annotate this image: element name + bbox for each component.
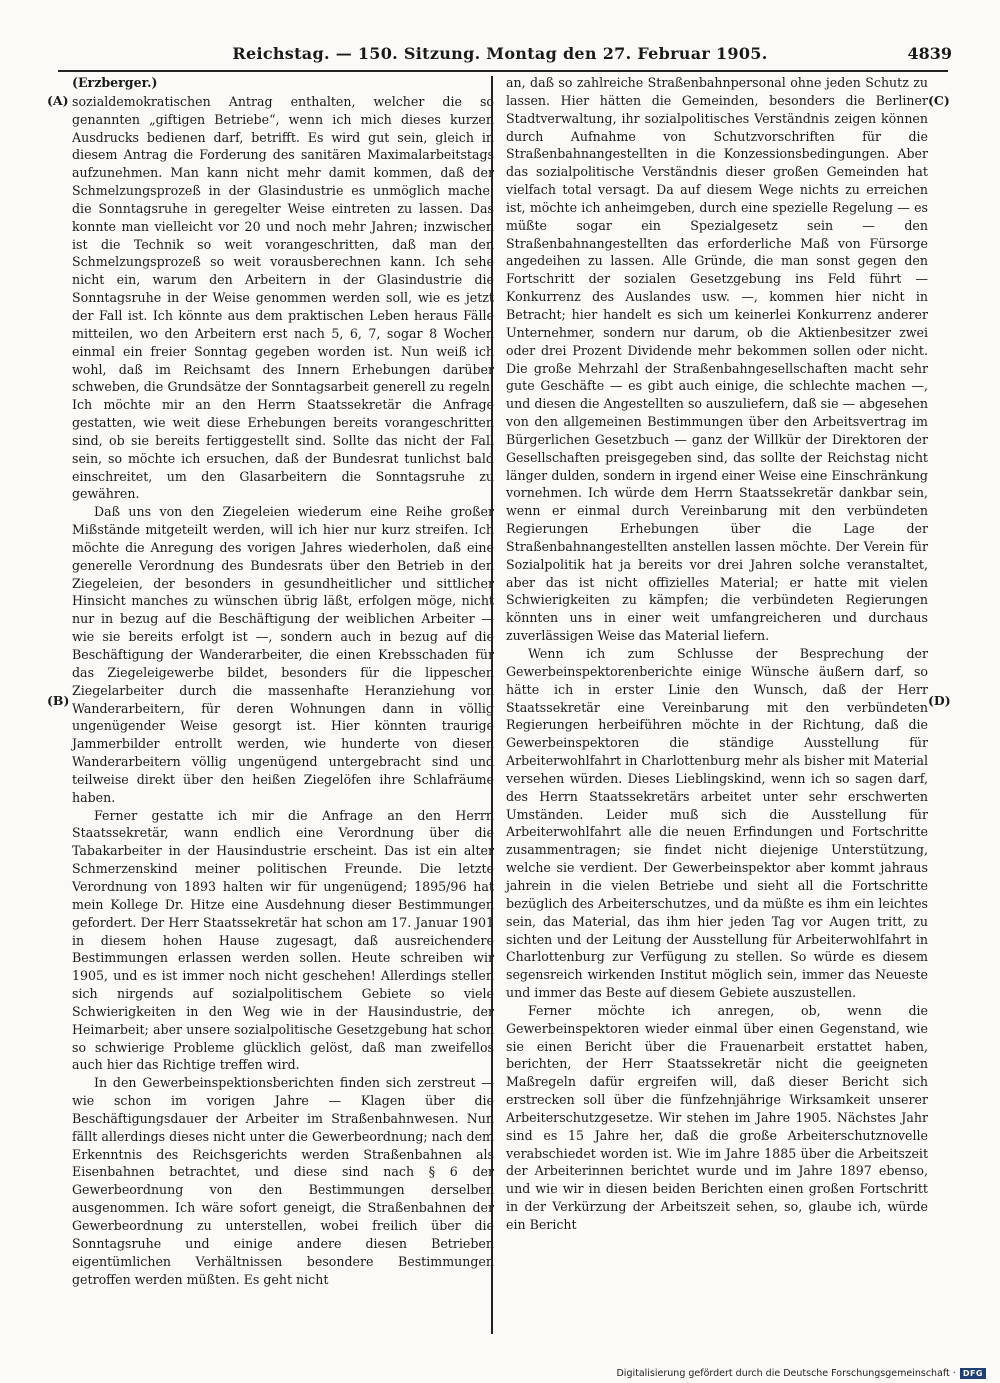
footer-credit (616, 1368, 986, 1379)
dfg-logo: DFG (960, 1368, 986, 1379)
paragraph: sozialdemokratischen Antrag enthalten, welcher die so genannten „giftigen Betriebe“, wenn ich mich dieses kurzen Ausdrucks bedienen darf, betrifft. Es wird gut sein, gleich in diesem Antrag die Forderung des sanitären Maximalarbeitstags aufzunehmen. Man kann nicht mehr damit kommen, daß der Schmelzungsprozeß in der Glasindustrie es unmöglich mache, die Sonntagsruhe in geregelter Weise eintreten zu lassen. Das konnte man vielleicht vor 20 und noch mehr Jahren; inzwischen ist die Technik so weit vorangeschritten, daß man den Schmelzungsprozeß so weit vorausberechnen kann. Ich sehe nicht ein, warum den Arbeitern in der Glasindustrie die Sonntagsruhe in der Weise genommen werden soll, wie es jetzt der Fall ist. Ich könnte aus dem praktischen Leben heraus Fälle mitteilen, wo den Arbeitern erst nach 5, 6, 7, sogar 8 Wochen einmal ein freier Sonntag gegeben worden ist. Nun weiß ich wohl, daß im Reichsamt des Innern Erhebungen darüber schweben, die Grundsätze der Sonntagsarbeit generell zu regeln. Ich möchte mir an den Herrn Staatssekretär die Anfrage gestatten, wie weit diese Erhebungen bereits vorangeschritten sind, ob sie bereits fertiggestellt sind. Sollte das nicht der Fall sein, so möchte ich ersuchen, daß der Bundesrat tunlichst bald einschreitet, um den Glasarbeitern die Sonntagsruhe zu gewähren. (72, 93, 494, 502)
page-number: 4839 (907, 44, 952, 63)
margin-marker-d: (D) (928, 693, 951, 708)
paragraph: Ferner gestatte ich mir die Anfrage an den Herrn Staatssekretär, wann endlich eine Verordnung über die Tabakarbeiter in der Hausindustrie erscheint. Das ist ein alter Schmerzenskind meiner politischen Freunde. Die letzte Verordnung von 1893 halten wir für ungenügend; 1895/96 hat mein Kollege Dr. Hitze eine Ausdehnung dieser Bestimmungen gefordert. Der Herr Staatssekretär hat schon am 17. Januar 1901 in diesem hohen Hause zugesagt, daß ausreichendere Bestimmungen erlassen werden sollen. Heute schreiben wir 1905, und es ist immer noch nicht geschehen! Allerdings stellen sich nirgends auf sozialpolitischem Gebiete so viele Schwierigkeiten in den Weg wie in der Hausindustrie, der Heimarbeit; aber unsere sozialpolitische Gesetzgebung hat schon so schwierige Probleme glücklich gelöst, daß man zweifellos auch hier das Richtige treffen wird. (72, 807, 494, 1073)
margin-marker-b: (B) (47, 693, 70, 708)
margin-marker-a: (A) (47, 93, 69, 108)
running-title: Reichstag. — 150. Sitzung. Montag den 27. Februar 1905. (232, 44, 768, 63)
paragraph: In den Gewerbeinspektionsberichten finden sich zerstreut — wie schon im vorigen Jahre — Klagen über die Beschäftigungsdauer der Arbeiter im Straßenbahnwesen. Nun fällt allerdings dieses nicht unter die Gewerbeordnung; nach dem Erkenntnis des Reichsgerichts werden Straßenbahnen als Eisenbahnen betrachtet, und diese sind nach § 6 der Gewerbeordnung von den Bestimmungen derselben ausgenommen. Ich wäre sofort geneigt, die Straßenbahnen der Gewerbeordnung zu unterstellen, wobei freilich über die Sonntagsruhe und einige andere diesen Betrieben eigentümlichen Verhältnissen besondere Bestimmungen getroffen werden müßten. Es geht nicht (72, 1075, 494, 1287)
column-divider (491, 76, 493, 1334)
footer-text: Digitalisierung gefördert durch die Deutsche Forschungsgemeinschaft · (616, 1368, 956, 1379)
left-column (72, 74, 494, 1288)
running-header (48, 44, 952, 68)
paragraph: Wenn ich zum Schlusse der Besprechung der Gewerbeinspektorenberichte einige Wünsche äußern darf, so hätte ich in erster Linie den Wunsch, daß der Herr Staatssekretär eine Vereinbarung mit den verbündeten Regierungen herbeiführen möchte in der Richtung, daß die Gewerbeinspektoren die ständige Ausstellung für Arbeiterwohlfahrt in Charlottenburg mehr als bisher mit Material versehen würden. Dieses Lieblingskind, wenn ich so sagen darf, des Herrn Staatssekretärs arbeitet unter sehr erschwerten Umständen. Leider muß sich die Ausstellung für Arbeiterwohlfahrt alle die neuen Erfindungen und Fortschritte zusammentragen; sie findet nicht diejenige Unterstützung, welche sie verdient. Der Gewerbeinspektor aber kommt jahraus jahrein in die vielen Betriebe und sieht all die Fortschritte bezüglich des Arbeiterschutzes, und da müßte es ihm ein leichtes sein, das Material, das ihm hier jeden Tag vor Augen tritt, zu sichten und der Leitung der Ausstellung für Arbeiterwohlfahrt in Charlottenburg zur Verfügung zu stellen. So würde es diesem segensreich wirkenden Institut möglich sein, immer das Neueste und immer das Beste auf diesem Gebiete auszustellen. (506, 646, 928, 1001)
paragraph: an, daß so zahlreiche Straßenbahnpersonal ohne jeden Schutz zu lassen. Hier hätten die Gemeinden, besonders die Berliner Stadtverwaltung, ihr sozialpolitisches Verständnis zeigen können durch Aufnahme von Schutzvorschriften für die Straßenbahnangestellten in die Konzessionsbedingungen. Aber das sozialpolitische Verständnis dieser großen Gemeinden hat vielfach total versagt. Da auf diesem Wege nichts zu erreichen ist, möchte ich anheimgeben, durch eine spezielle Regelung — es müßte sogar ein Spezialgesetz sein — den Straßenbahnangestellten das erforderliche Maß von Fürsorge angedeihen zu lassen. Alle Gründe, die man sonst gegen den Fortschritt der sozialen Gesetzgebung ins Feld führt — Konkurrenz des Auslandes usw. —, kommen hier nicht in Betracht; hier handelt es sich um keinerlei Konkurrenz anderer Unternehmer, sondern nur darum, ob die Aktienbesitzer zwei oder drei Prozent Dividende mehr bekommen sollen oder nicht. Die große Mehrzahl der Straßenbahngesellschaften macht sehr gute Geschäfte — es gibt auch einige, die schlechte machen —, und diesen die Angestellten so auszuliefern, daß sie — abgesehen von den allgemeinen Bestimmungen über den Arbeitsvertrag im Bürgerlichen Gesetzbuch — ganz der Willkür der Direktoren der Gesellschaften preisgegeben sind, das sollte der Reichstag nicht länger dulden, sondern in irgend einer Weise eine Einschränkung vornehmen. Ich würde dem Herrn Staatssekretär dankbar sein, wenn er einmal durch Vereinbarung mit den verbündeten Regierungen Erhebungen über die Lage der Straßenbahnangestellten anstellen lassen möchte. Der Verein für Sozialpolitik hat ja bereits vor drei Jahren solche veranstaltet, aber das ist nicht offizielles Material; er hatte mit vielen Schwierigkeiten zu kämpfen; die verbündeten Regierungen könnten uns in einer weit umfangreicheren und durchaus zuverlässigen Weise das Material liefern. (506, 75, 928, 644)
paragraph: Ferner möchte ich anregen, ob, wenn die Gewerbeinspektoren wieder einmal über einen Gegenstand, wie sie einen Bericht über die Frauenarbeit erstattet haben, berichten, der Herr Staatssekretär nicht die geeigneten Maßregeln dafür ergreifen will, daß dieser Bericht sich erstrecken soll über die fünfzehnjährige Wirksamkeit unserer Arbeiterschutzgesetze. Wir stehen im Jahre 1905. Nächstes Jahr sind es 15 Jahre her, daß die große Arbeiterschutznovelle verabschiedet worden ist. Wie im Jahre 1885 über die Arbeitszeit der Arbeiterinnen berichtet wurde und im Jahre 1897 ebenso, und wie wir in diesen beiden Berichten einen großen Fortschritt in der Verkürzung der Arbeitszeit sehen, so, glaube ich, würde ein Bericht (506, 1002, 928, 1232)
paragraph: Daß uns von den Ziegeleien wiederum eine Reihe großer Mißstände mitgeteilt werden, will ich hier nur kurz streifen. Ich möchte die Anregung des vorigen Jahres wiederholen, daß eine generelle Verordnung des Bundesrats über den Betrieb in den Ziegeleien, der besonders in gesundheitlicher und sittlicher Hinsicht manches zu wünschen übrig läßt, erfolgen möge, nicht nur in bezug auf die Beschäftigung der weiblichen Arbeiter — wie sie bereits erfolgt ist —, sondern auch in bezug auf die Beschäftigung der Wanderarbeiter, die einen Krebsschaden für das Ziegeleigewerbe bildet, besonders für die lippeschen Ziegelarbeiter durch die massenhafte Heranziehung von Wanderarbeitern, für deren Wohnungen dann in völlig ungenügender Weise gesorgt ist. Hier könnten traurige Jammerbilder entrollt werden, wie hunderte von diesen Wanderarbeitern völlig ungenügend untergebracht sind und teilweise direkt über den heißen Ziegelöfen ihre Schlafräume haben. (72, 504, 494, 805)
right-column (506, 74, 928, 1234)
header-rule (58, 70, 948, 72)
margin-marker-c: (C) (928, 93, 950, 108)
speaker-name: (Erzberger.) (72, 75, 158, 90)
